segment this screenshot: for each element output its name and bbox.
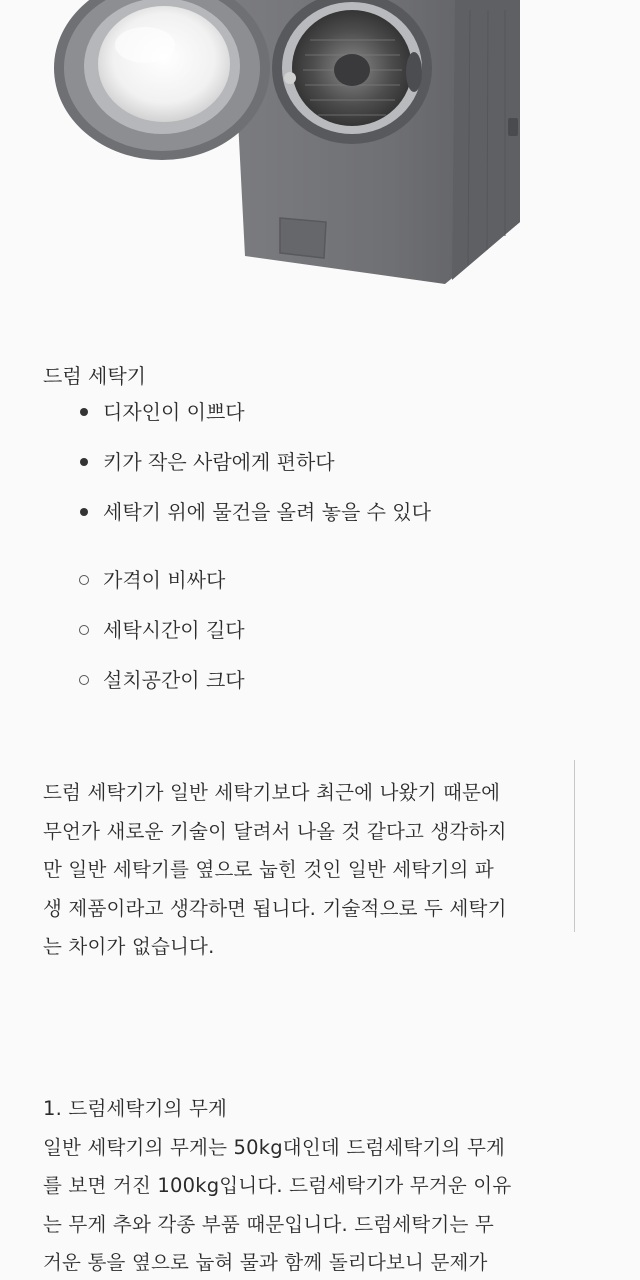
paragraph-line: 드럼 세탁기가 일반 세탁기보다 최근에 나왔기 때문에 — [43, 781, 501, 804]
paragraph-line: 는 차이가 없습니다. — [43, 935, 215, 958]
list-item-text: 세탁시간이 길다 — [103, 618, 245, 642]
section-title: 드럼 세탁기 — [43, 364, 146, 388]
list-item-text: 디자인이 이쁘다 — [103, 400, 245, 424]
paragraph-line: 생 제품이라고 생각하면 됩니다. 기술적으로 두 세탁기 — [43, 896, 507, 920]
list-item-text: 가격이 비싸다 — [103, 568, 226, 592]
paragraph-line: 거운 통을 옆으로 눕혀 물과 함께 돌리다보니 문제가 — [43, 1251, 488, 1274]
paragraph-line: 일반 세탁기의 무게는 50kg대인데 드럼세탁기의 무게 — [43, 1135, 506, 1159]
list-item-text: 세탁기 위에 물건을 올려 놓을 수 있다 — [103, 500, 431, 524]
list-item — [78, 448, 431, 498]
list-item — [78, 566, 245, 616]
circle-bullet-icon — [79, 575, 89, 585]
list-item-text: 설치공간이 크다 — [103, 668, 245, 692]
list-item-text: 키가 작은 사람에게 편하다 — [103, 450, 335, 474]
paragraph-line: 무언가 새로운 기술이 달려서 나올 것 같다고 생각하지 — [43, 819, 507, 843]
circle-bullet-icon — [79, 625, 89, 635]
disc-bullet-icon — [80, 408, 88, 416]
cons-list — [78, 566, 245, 716]
washing-machine-image — [0, 0, 640, 300]
list-item — [78, 666, 245, 716]
list-item — [78, 616, 245, 666]
paragraph-line: 만 일반 세탁기를 옆으로 눕힌 것인 일반 세탁기의 파 — [43, 858, 494, 881]
pros-list — [78, 398, 431, 548]
subsection-title: 1. 드럼세탁기의 무게 — [43, 1097, 228, 1120]
paragraph-line: 는 무게 추와 각종 부품 때문입니다. 드럼세탁기는 무 — [43, 1212, 494, 1236]
list-item — [78, 398, 431, 448]
list-item — [78, 498, 431, 548]
scroll-indicator[interactable] — [574, 760, 575, 932]
paragraph-line: 를 보면 거진 100kg입니다. 드럼세탁기가 무거운 이유 — [43, 1174, 512, 1197]
body-paragraph — [43, 774, 563, 967]
circle-bullet-icon — [79, 675, 89, 685]
disc-bullet-icon — [80, 458, 88, 466]
weight-paragraph — [43, 1090, 563, 1280]
disc-bullet-icon — [80, 508, 88, 516]
